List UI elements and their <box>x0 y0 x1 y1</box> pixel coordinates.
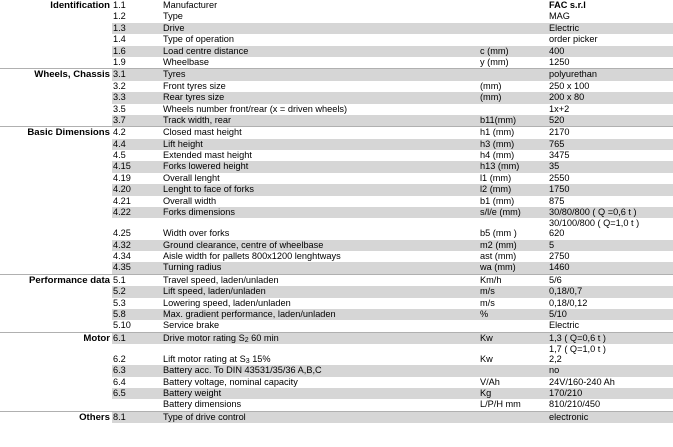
spec-value <box>549 262 673 273</box>
spec-unit: s/l/e (mm) <box>480 207 521 218</box>
description-text: Type of operation <box>163 34 234 45</box>
spec-description <box>163 69 478 80</box>
spec-description <box>163 320 478 331</box>
value-text: 0,18/0,7 <box>549 286 583 297</box>
spec-description <box>163 262 478 273</box>
value-text-second-line: 1,7 ( Q=1,0 t ) <box>549 344 606 355</box>
table-row <box>0 332 673 354</box>
spec-number: 1.6 <box>113 45 126 56</box>
table-row <box>0 161 673 172</box>
spec-value <box>549 173 673 184</box>
spec-value <box>549 251 673 262</box>
spec-unit: % <box>480 308 489 319</box>
description-text: Travel speed, laden/unladen <box>163 274 279 285</box>
spec-value <box>549 92 673 103</box>
spec-unit: m/s <box>480 286 495 297</box>
value-text: 2550 <box>549 172 570 183</box>
description-text: Service brake <box>163 320 220 331</box>
description-tail: 15% <box>249 353 271 364</box>
spec-description <box>163 92 478 103</box>
spec-description <box>163 173 478 184</box>
spec-description <box>163 127 478 138</box>
description-text: Lowering speed, laden/unladen <box>163 297 291 308</box>
spec-description <box>163 161 478 172</box>
description-text: Forks dimensions <box>163 207 235 218</box>
table-row <box>0 173 673 184</box>
spec-number: 6.3 <box>113 365 126 376</box>
value-text: 2,2 <box>549 353 562 364</box>
spec-number: 1.3 <box>113 22 126 33</box>
description-text: Type <box>163 11 183 22</box>
value-text: FAC s.r.l <box>549 0 586 10</box>
spec-value <box>549 69 673 80</box>
spec-description <box>163 399 478 410</box>
spec-unit: l1 (mm) <box>480 172 512 183</box>
spec-value <box>549 354 673 365</box>
spec-description <box>163 228 478 239</box>
spec-value <box>549 412 673 423</box>
spec-number: 6.4 <box>113 376 126 387</box>
value-text: 765 <box>549 138 565 149</box>
description-text: Forks lowered height <box>163 161 249 172</box>
spec-number: 3.7 <box>113 114 126 125</box>
spec-value <box>549 115 673 126</box>
spec-unit: h13 (mm) <box>480 161 520 172</box>
spec-number: 1.1 <box>113 0 126 10</box>
value-text: Electric <box>549 22 580 33</box>
spec-number: 3.1 <box>113 69 126 80</box>
description-text: Turning radius <box>163 262 222 273</box>
value-text: 1750 <box>549 184 570 195</box>
description-text: Max. gradient performance, laden/unladen <box>163 308 336 319</box>
spec-description <box>163 412 478 423</box>
description-text: Battery weight <box>163 388 222 399</box>
value-text: 200 x 80 <box>549 92 585 103</box>
description-text: Aisle width for pallets 800x1200 lenghtways <box>163 251 341 261</box>
spec-number: 4.21 <box>113 195 131 206</box>
spec-number: 1.9 <box>113 56 126 67</box>
description-text: Wheels number front/rear (x = driven wheels) <box>163 103 348 114</box>
spec-number: 3.3 <box>113 92 126 103</box>
spec-value <box>549 0 673 11</box>
spec-unit: h4 (mm) <box>480 150 515 161</box>
value-text: 875 <box>549 195 565 206</box>
table-row <box>0 0 673 11</box>
table-row <box>0 57 673 68</box>
spec-value <box>549 377 673 388</box>
spec-value <box>549 23 673 34</box>
spec-number: 4.25 <box>113 228 131 239</box>
spec-value <box>549 46 673 57</box>
description-text: Overall width <box>163 195 217 206</box>
spec-description <box>163 388 478 399</box>
description-text: Type of drive control <box>163 411 246 422</box>
spec-number: 4.22 <box>113 207 131 218</box>
description-text: Wheelbase <box>163 56 209 67</box>
spec-value <box>549 399 673 410</box>
spec-number: 5.3 <box>113 297 126 308</box>
spec-value <box>549 365 673 376</box>
spec-unit: (mm) <box>480 80 502 91</box>
table-row <box>0 23 673 34</box>
spec-unit: m2 (mm) <box>480 239 517 250</box>
description-text: Load centre distance <box>163 45 249 56</box>
description-text: Lenght to face of forks <box>163 184 254 195</box>
spec-number: 6.2 <box>113 353 126 364</box>
spec-unit: h3 (mm) <box>480 138 515 149</box>
table-row <box>0 365 673 376</box>
spec-unit: h1 (mm) <box>480 127 515 138</box>
spec-description <box>163 251 478 262</box>
spec-unit: y (mm) <box>480 56 509 67</box>
section-label: Identification <box>50 0 110 11</box>
spec-unit: V/Ah <box>480 376 500 387</box>
table-row <box>0 377 673 388</box>
value-text: electronic <box>549 411 589 422</box>
spec-description <box>163 150 478 161</box>
table-row <box>0 388 673 399</box>
description-text: Drive motor rating S <box>163 332 245 343</box>
value-text: 3475 <box>549 150 570 161</box>
spec-unit: Km/h <box>480 274 502 285</box>
table-row <box>0 262 673 273</box>
spec-unit: Kw <box>480 332 493 343</box>
spec-number: 4.2 <box>113 127 126 138</box>
value-text: Electric <box>549 320 580 331</box>
value-text: polyurethan <box>549 69 598 80</box>
table-row <box>0 139 673 150</box>
value-text-second-line: 30/100/800 ( Q=1,0 t ) <box>549 218 640 229</box>
spec-number: 3.5 <box>113 103 126 114</box>
table-row <box>0 196 673 207</box>
spec-description <box>163 196 478 207</box>
spec-description <box>163 81 478 92</box>
spec-description <box>163 377 478 388</box>
spec-unit: b5 (mm ) <box>480 228 517 239</box>
value-text: 170/210 <box>549 388 583 399</box>
value-text: 35 <box>549 161 560 172</box>
spec-value <box>549 309 673 320</box>
description-text: Tyres <box>163 69 186 80</box>
spec-value <box>549 150 673 161</box>
spec-description <box>163 11 478 22</box>
spec-description <box>163 240 478 251</box>
spec-number: 4.5 <box>113 150 126 161</box>
spec-unit: l2 (mm) <box>480 184 512 195</box>
table-row <box>0 184 673 195</box>
spec-number: 5.10 <box>113 320 131 331</box>
table-row <box>0 411 673 423</box>
description-text: Drive <box>163 22 185 33</box>
table-row <box>0 115 673 126</box>
section-label: Performance data <box>28 274 110 286</box>
spec-description <box>163 286 478 297</box>
spec-description <box>163 139 478 150</box>
value-text: 810/210/450 <box>549 399 601 410</box>
spec-description <box>163 46 478 57</box>
spec-description <box>163 115 478 126</box>
spec-value <box>549 240 673 251</box>
description-text: Extended mast height <box>163 150 252 161</box>
spec-value <box>549 207 673 230</box>
description-text: Ground clearance, centre of wheelbase <box>163 239 324 250</box>
spec-unit: b11(mm) <box>480 114 517 125</box>
table-row <box>0 150 673 161</box>
spec-number: 5.1 <box>113 274 126 285</box>
spec-value <box>549 298 673 309</box>
spec-description <box>163 0 478 11</box>
spec-description <box>163 365 478 376</box>
spec-number: 4.34 <box>113 251 131 261</box>
spec-number: 5.8 <box>113 308 126 319</box>
spec-number: 4.20 <box>113 184 131 195</box>
value-text: 0,18/0,12 <box>549 297 588 308</box>
table-row <box>0 354 673 365</box>
spec-number: 4.32 <box>113 239 131 250</box>
section-label: Others <box>79 411 110 423</box>
spec-unit: Kw <box>480 353 493 364</box>
table-row <box>0 68 673 80</box>
description-text: Lift speed, laden/unladen <box>163 286 266 297</box>
description-text: Lift motor rating at S <box>163 353 246 364</box>
spec-value <box>549 139 673 150</box>
section-label: Motor <box>83 332 110 344</box>
spec-number: 6.5 <box>113 388 126 399</box>
table-row <box>0 11 673 22</box>
description-text: Battery acc. To DIN 43531/35/36 A,B,C <box>163 365 322 376</box>
spec-description <box>163 184 478 195</box>
spec-value <box>549 104 673 115</box>
value-text: 5 <box>549 239 555 250</box>
table-row <box>0 126 673 138</box>
spec-description <box>163 354 478 365</box>
table-row <box>0 399 673 410</box>
spec-value <box>549 333 673 356</box>
spec-number: 3.2 <box>113 80 126 91</box>
spec-number: 6.1 <box>113 332 126 343</box>
table-row <box>0 298 673 309</box>
spec-number: 4.19 <box>113 172 131 183</box>
value-text: 520 <box>549 114 565 125</box>
spec-unit: b1 (mm) <box>480 195 515 206</box>
table-row <box>0 251 673 262</box>
table-row <box>0 274 673 286</box>
section-label: Basic Dimensions <box>27 127 110 139</box>
value-text: 30/80/800 ( Q =0,6 t ) <box>549 207 637 218</box>
table-row <box>0 207 673 228</box>
spec-value <box>549 11 673 22</box>
description-text: Overall lenght <box>163 172 220 183</box>
spec-unit: Kg <box>480 388 492 399</box>
value-text: 2170 <box>549 127 570 138</box>
spec-description <box>163 309 478 320</box>
description-text: Front tyres size <box>163 80 226 91</box>
value-text: order picker <box>549 34 598 45</box>
description-text: Closed mast height <box>163 127 242 138</box>
value-text: MAG <box>549 11 570 22</box>
spec-unit: L/P/H mm <box>480 399 521 410</box>
spec-number: 5.2 <box>113 286 126 297</box>
value-text: 1250 <box>549 56 570 67</box>
table-row <box>0 286 673 297</box>
description-subscript: 2 <box>244 336 249 344</box>
description-text: Lift height <box>163 138 203 149</box>
value-text: 400 <box>549 45 565 56</box>
spec-value <box>549 34 673 45</box>
table-row <box>0 320 673 331</box>
spec-description <box>163 207 478 218</box>
value-text: 1x+2 <box>549 103 570 114</box>
spec-unit: c (mm) <box>480 45 509 56</box>
value-text: 620 <box>549 228 565 239</box>
value-text: 5/10 <box>549 308 567 319</box>
description-tail: 60 min <box>248 332 279 343</box>
table-row <box>0 309 673 320</box>
spec-unit: ast (mm) <box>480 251 517 261</box>
spec-number: 4.15 <box>113 161 131 172</box>
spec-description <box>163 104 478 115</box>
value-text: 24V/160-240 Ah <box>549 376 615 387</box>
spec-description <box>163 333 478 344</box>
value-text: 2750 <box>549 251 570 261</box>
spec-value <box>549 320 673 331</box>
spec-description <box>163 34 478 45</box>
table-row <box>0 104 673 115</box>
spec-value <box>549 57 673 68</box>
value-text: 250 x 100 <box>549 80 590 91</box>
description-text: Width over forks <box>163 228 230 239</box>
spec-description <box>163 275 478 286</box>
table-row <box>0 46 673 57</box>
spec-description <box>163 23 478 34</box>
spec-value <box>549 81 673 92</box>
value-text: no <box>549 365 560 376</box>
spec-unit: m/s <box>480 297 495 308</box>
table-row <box>0 228 673 239</box>
spec-number: 1.2 <box>113 11 126 22</box>
description-text: Battery dimensions <box>163 399 242 410</box>
table-row <box>0 34 673 45</box>
spec-number: 4.35 <box>113 262 131 273</box>
spec-value <box>549 161 673 172</box>
spec-value <box>549 388 673 399</box>
description-text: Rear tyres size <box>163 92 225 103</box>
description-subscript: 3 <box>245 357 250 365</box>
spec-value <box>549 184 673 195</box>
table-row <box>0 81 673 92</box>
spec-unit: (mm) <box>480 92 502 103</box>
spec-number: 8.1 <box>113 411 126 422</box>
table-row <box>0 92 673 103</box>
table-row <box>0 240 673 251</box>
spec-value <box>549 127 673 138</box>
value-text: 1460 <box>549 262 570 273</box>
spec-value <box>549 228 673 239</box>
description-text: Track width, rear <box>163 114 232 125</box>
spec-value <box>549 275 673 286</box>
spec-value <box>549 196 673 207</box>
section-label: Wheels, Chassis <box>34 69 110 81</box>
spec-number: 4.4 <box>113 138 126 149</box>
value-text: 5/6 <box>549 274 562 285</box>
spec-value <box>549 286 673 297</box>
spec-description <box>163 298 478 309</box>
value-text: 1,3 ( Q=0,6 t ) <box>549 332 606 343</box>
spec-number: 1.4 <box>113 34 126 45</box>
description-text: Manufacturer <box>163 0 218 10</box>
spec-unit: wa (mm) <box>480 262 516 273</box>
spec-description <box>163 57 478 68</box>
description-text: Battery voltage, nominal capacity <box>163 376 298 387</box>
